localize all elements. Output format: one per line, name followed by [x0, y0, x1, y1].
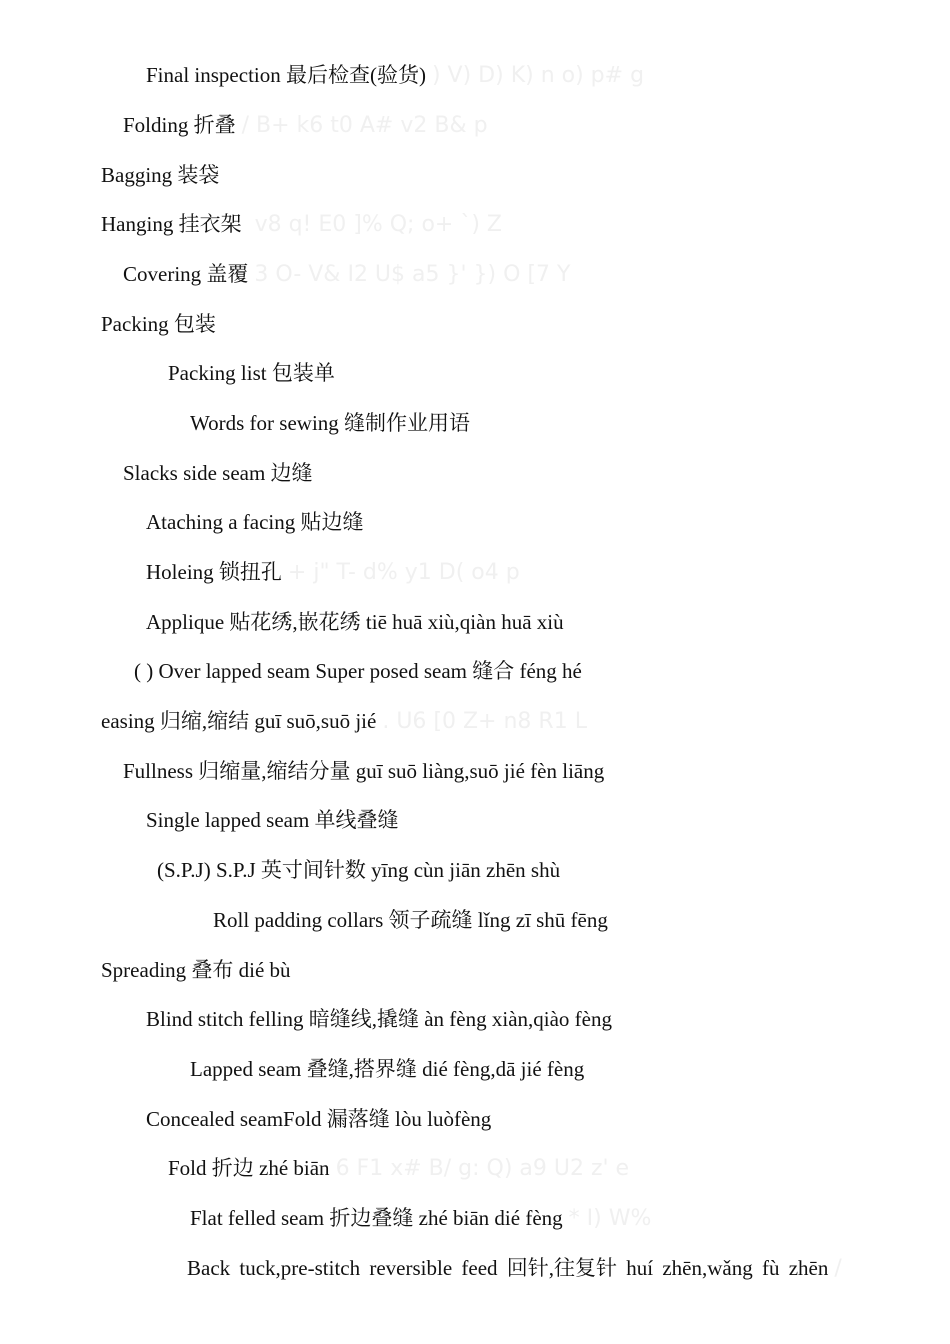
text-line [101, 956, 291, 984]
line-text: Final inspection 最后检查(验货) [146, 63, 426, 87]
text-line [123, 459, 313, 487]
watermark-text: / [834, 1256, 842, 1281]
text-line [101, 161, 219, 189]
text-line [213, 906, 608, 934]
line-text: Hanging 挂衣架 [101, 212, 242, 236]
text-line [146, 558, 520, 587]
watermark-text: + j" T- d% y1 D( o4 p [287, 560, 520, 585]
watermark-text: 6 F1 x# B/ g: Q) a9 U2 z' e [335, 1156, 630, 1181]
watermark-text: ) V) D) K) n o) p# g [431, 63, 645, 88]
text-line [168, 1154, 629, 1183]
watermark-text: . U6 [0 Z+ n8 R1 L [382, 709, 587, 734]
text-line [187, 1254, 842, 1283]
line-text: Slacks side seam 边缝 [123, 461, 313, 485]
line-text: Single lapped seam 单线叠缝 [146, 808, 399, 832]
watermark-text: / B+ k6 t0 A# v2 B& p [241, 113, 488, 138]
watermark-text: v8 q! E0 ]% Q; o+ `) Z [247, 212, 502, 237]
text-line [146, 608, 564, 636]
text-line [146, 1105, 491, 1133]
text-line [123, 757, 604, 785]
text-line [101, 210, 502, 239]
text-line [101, 707, 587, 736]
text-line [146, 806, 399, 834]
line-text: Back tuck,pre-stitch reversible feed 回针,往复针 huí zhēn,wǎng fù zhēn [187, 1256, 829, 1280]
text-line [146, 61, 644, 90]
text-line [190, 1204, 651, 1233]
text-line [123, 260, 570, 289]
text-line [168, 359, 335, 387]
line-text: Fold 折边 zhé biān [168, 1156, 330, 1180]
line-text: Words for sewing 缝制作业用语 [190, 411, 471, 435]
text-line [134, 657, 582, 685]
line-text: Ataching a facing 贴边缝 [146, 510, 364, 534]
watermark-text: 3 O- V& I2 U$ a5 }' }) O [7 Y [254, 262, 571, 287]
line-text: Flat felled seam 折边叠缝 zhé biān dié fèng [190, 1206, 563, 1230]
text-line [157, 856, 560, 884]
watermark-text: * I) W% [568, 1206, 652, 1231]
line-text: Folding 折叠 [123, 113, 236, 137]
line-text: Packing 包装 [101, 312, 216, 336]
text-line [146, 1005, 612, 1033]
text-line [146, 508, 364, 536]
line-text: Fullness 归缩量,缩结分量 guī suō liàng,suō jié fèn liāng [123, 759, 605, 783]
line-text: Lapped seam 叠缝,搭界缝 dié fèng,dā jié fèng [190, 1057, 585, 1081]
text-line [190, 409, 470, 437]
line-text: ( ) Over lapped seam Super posed seam 缝合 féng hé [134, 659, 582, 683]
line-text: Spreading 叠布 dié bù [101, 958, 291, 982]
line-text: (S.P.J) S.P.J 英寸间针数 yīng cùn jiān zhēn shù [157, 858, 561, 882]
line-text: Blind stitch felling 暗缝线,撬缝 àn fèng xiàn,qiào fèng [146, 1007, 612, 1031]
text-line [190, 1055, 584, 1083]
line-text: Bagging 装袋 [101, 163, 220, 187]
line-text: Roll padding collars 领子疏缝 lǐng zī shū fēng [213, 908, 608, 932]
line-text: Concealed seamFold 漏落缝 lòu luòfèng [146, 1107, 492, 1131]
text-line [101, 310, 216, 338]
line-text: Covering 盖覆 [123, 262, 249, 286]
line-text: Holeing 锁扭孔 [146, 560, 282, 584]
line-text: easing 归缩,缩结 guī suō,suō jié [101, 709, 377, 733]
line-text: Packing list 包装单 [168, 361, 335, 385]
line-text: Applique 贴花绣,嵌花绣 tiē huā xiù,qiàn huā xiù [146, 610, 564, 634]
text-line [123, 111, 488, 140]
